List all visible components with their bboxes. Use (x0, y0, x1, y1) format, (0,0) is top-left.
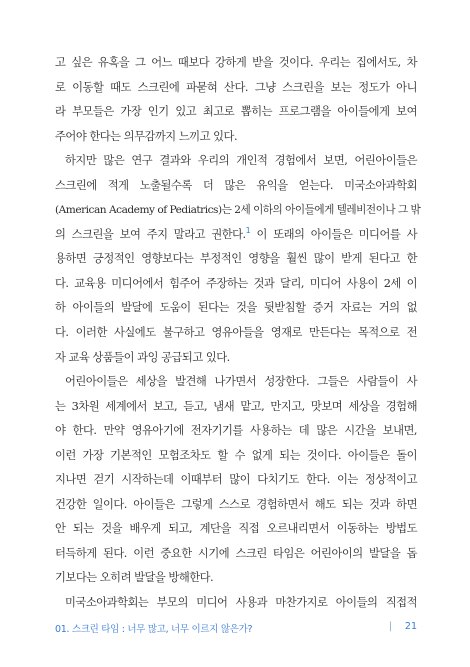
running-chapter-title: 01. 스크린 타임 : 너무 많고, 너무 이르지 않은가? (55, 624, 253, 635)
text-line: (American Academy of Pediatrics)는 2세 이하의 아이들에게 텔레비전이나 그 밖 (55, 204, 421, 217)
text-line-with-footnote (55, 223, 417, 248)
text-line: 다. 교육용 미디어에서 힘주어 주장하는 것과 달리, 미디어 사용이 2세 이 (55, 276, 417, 290)
text-segment: 이 또래의 아이들은 미디어를 사 (250, 227, 417, 241)
text-line: 하지만 많은 연구 결과와 우리의 개인적 경험에서 보면, 어린아이들은 (65, 154, 417, 168)
text-line: 지나면 걷기 시작하는데 이때부터 많이 다치기도 한다. 이는 정상적이고 (55, 473, 417, 487)
text-line: 는 3차원 세계에서 보고, 듣고, 냄새 맡고, 만지고, 맛보며 세상을 경험해 (55, 399, 417, 413)
paragraph-3 (55, 370, 417, 591)
text-line: 자 교육 상품들이 과잉 공급되고 있다. (55, 350, 230, 364)
text-line: 용하면 긍정적인 영향보다는 부정적인 영향을 훨씬 많이 받게 된다고 한 (55, 252, 417, 266)
text-line: 어린아이들은 세상을 발견해 나가면서 성장한다. 그들은 사람들이 사 (65, 375, 417, 389)
text-line: 다. 이러한 사실에도 불구하고 영유아들을 영재로 만든다는 목적으로 전 (55, 326, 417, 340)
text-line: 고 싶은 유혹을 그 어느 때보다 강하게 받을 것이다. 우리는 집에서도, 차 (55, 56, 417, 69)
text-line: 스크린에 적게 노출될수록 더 많은 유익을 얻는다. 미국소아과학회 (55, 178, 417, 192)
text-line: 로 이동할 때도 스크린에 파묻혀 산다. 그냥 스크린을 보는 정도가 아니 (55, 80, 417, 94)
footnote-marker[interactable]: 1 (245, 226, 251, 236)
footer-separator: | (389, 621, 393, 632)
text-line: 하 아이들의 발달에 도움이 된다는 것을 뒷받침할 증거 자료는 거의 없 (55, 301, 417, 315)
text-line: 라 부모들은 가장 인기 있고 최고로 뽑히는 프로그램을 아이들에게 보여 (55, 105, 417, 119)
paragraph-1 (55, 51, 417, 149)
text-line: 미국소아과학회는 부모의 미디어 사용과 마찬가지로 아이들의 직접적 (65, 596, 417, 610)
text-line: 터득하게 된다. 이런 중요한 시기에 스크린 타임은 어린아이의 발달을 돕 (55, 546, 417, 560)
text-segment: 의 스크린을 보여 주지 말라고 권한다. (55, 227, 246, 241)
text-line: 야 한다. 만약 영유아기에 전자기기를 사용하는 데 많은 시간을 보내면, (55, 424, 417, 438)
paragraph-4 (55, 591, 417, 616)
body-text (55, 51, 421, 616)
page-number: 21 (404, 621, 417, 632)
text-line: 이런 가장 기본적인 모험조차도 할 수 없게 되는 것이다. 아이들은 돌이 (55, 448, 417, 462)
text-line: 건강한 일이다. 아이들은 그렇게 스스로 경험하면서 해도 되는 것과 하면 (55, 497, 417, 511)
paragraph-2 (55, 149, 421, 370)
text-line: 기보다는 오히려 발달을 방해한다. (55, 571, 214, 585)
text-line: 주어야 한다는 의무감까지 느끼고 있다. (55, 129, 238, 143)
text-line: 안 되는 것을 배우게 되고, 계단을 직접 오르내리면서 이동하는 방법도 (55, 522, 417, 536)
